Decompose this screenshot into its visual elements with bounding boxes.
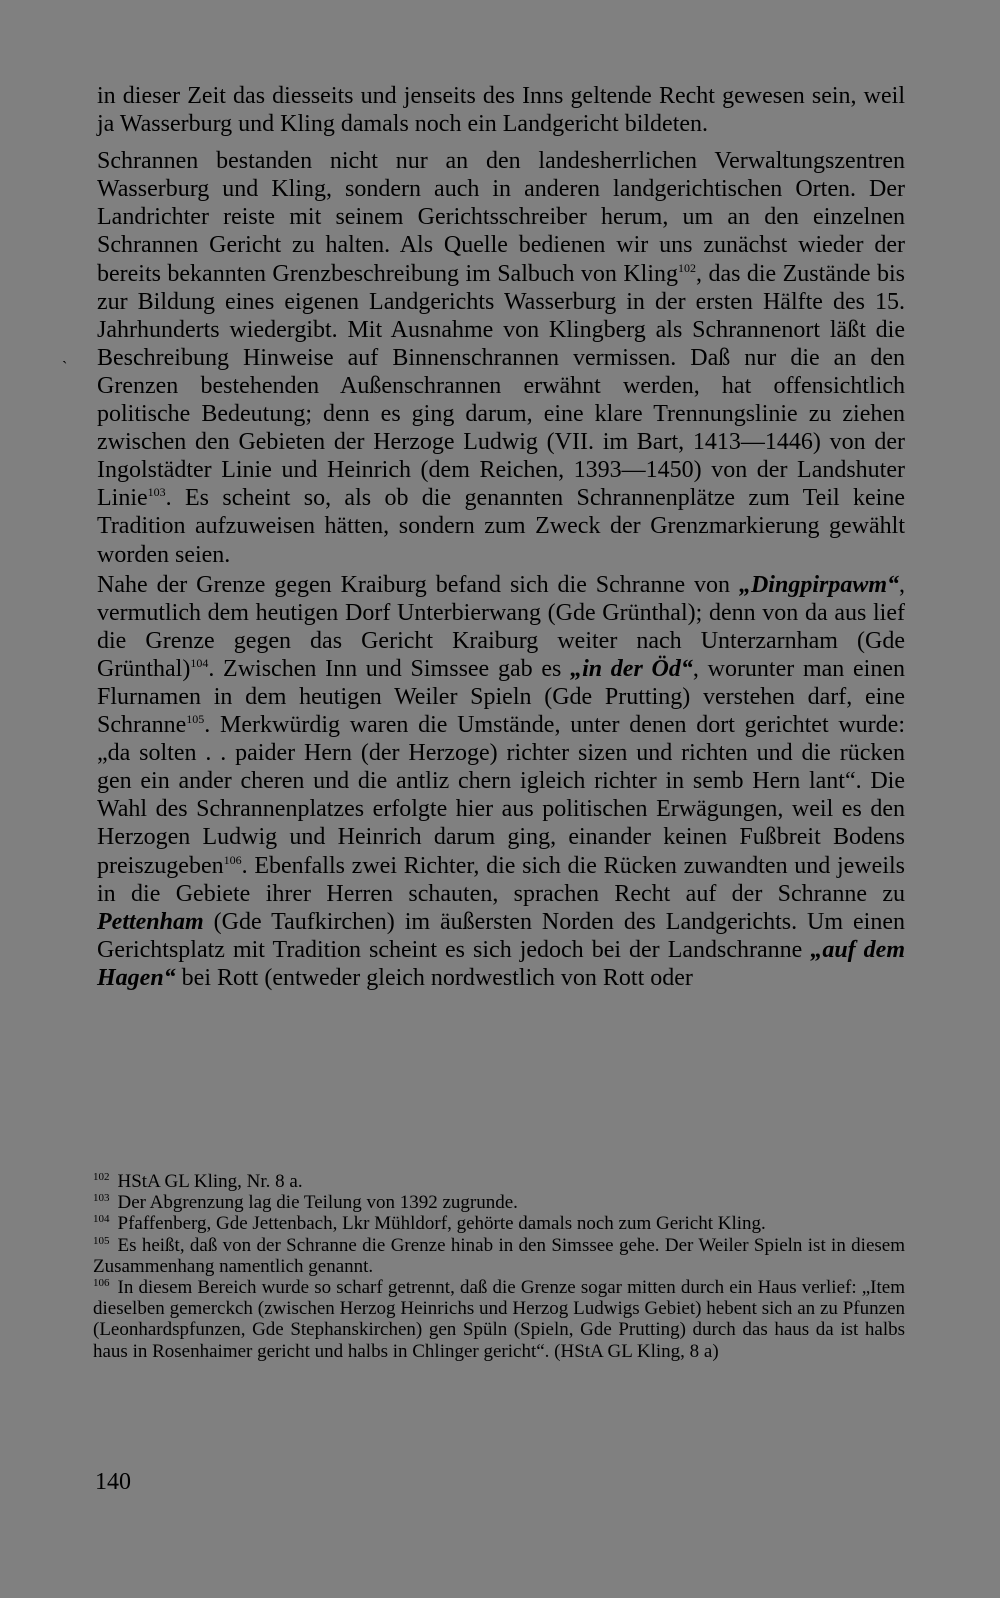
place-name-pettenham: Pettenham xyxy=(97,908,204,935)
text-span: bei Rott (entweder gleich nordwestlich von Rott oder xyxy=(175,964,693,991)
footnote-number: 106 xyxy=(93,1277,110,1290)
text-span: . Zwischen Inn und Simssee gab es xyxy=(208,655,571,682)
footnote-ref-102[interactable]: 102 xyxy=(678,260,697,275)
footnote-103 xyxy=(93,1192,905,1213)
footnote-text: HStA GL Kling, Nr. 8 a. xyxy=(117,1171,303,1192)
footnote-ref-103[interactable]: 103 xyxy=(147,485,166,500)
footnotes xyxy=(93,1171,905,1362)
footnote-number: 105 xyxy=(93,1234,110,1247)
footnote-text: Es heißt, daß von der Schranne die Grenze hinab in den Simssee gehe. Der Weiler Spieln ist in diesem Zusammenhang namentlich genannt. xyxy=(93,1234,905,1277)
footnote-106 xyxy=(93,1277,905,1362)
footnote-number: 103 xyxy=(93,1192,110,1205)
footnote-ref-105[interactable]: 105 xyxy=(186,712,205,727)
text-span: , das die Zustände bis zur Bildung eines eigenen Landgerichts Wasserburg in der ersten Hälfte des 15. Jahrhunderts wiedergibt. Mit Ausnahme von Klingberg als Schrannenort läßt die Beschreibung Hinweise auf Binnenschrannen vermissen. Daß nur die an den Grenzen bestehenden Außenschrannen erwähnt werden, hat offensichtlich politische Bedeutung; denn es ging darum, eine klare Trennungslinie zu ziehen zwischen den Gebieten der Herzoge Ludwig (VII. im Bart, 1413—1446) von der Ingolstädter Linie und Heinrich (dem Reichen, 1393—1450) von der Landshuter Linie xyxy=(97,260,905,512)
footnote-ref-104[interactable]: 104 xyxy=(190,655,209,670)
paragraph-2 xyxy=(97,147,905,568)
footnote-text: In diesem Bereich wurde so scharf getrennt, daß die Grenze sogar mitten durch ein Haus verlief: „Item dieselben gemerckch (zwischen Herzog Heinrichs und Herzog Ludwigs Gebiet) hebent sich an zu Pfunzen (Leonhardspfunzen, Gde Stephanskirchen) gen Spüln (Spieln, Gde Prutting) durch das haus da ist halbs haus in Rosenhaimer gericht und halbs in Chlinger gericht“. (HStA GL Kling, 8 a) xyxy=(93,1277,905,1362)
footnote-104 xyxy=(93,1213,905,1234)
text-span: in dieser Zeit das diesseits und jenseits des Inns geltende Recht gewesen sein, weil ja Wasserburg und Kling damals noch ein Landgericht bildeten. xyxy=(97,83,905,138)
margin-mark: ` xyxy=(62,359,68,376)
paragraph-3 xyxy=(97,571,905,992)
footnote-number: 104 xyxy=(93,1213,110,1226)
paragraph-1 xyxy=(97,82,905,138)
place-name-dingpirpawm: „Dingpirpawm“ xyxy=(738,571,899,598)
text-span: Nahe der Grenze gegen Kraiburg befand sich die Schranne von xyxy=(97,571,739,598)
main-text xyxy=(97,82,905,992)
page-number: 140 xyxy=(95,1469,131,1495)
footnote-102 xyxy=(93,1171,905,1192)
footnote-text: Pfaffenberg, Gde Jettenbach, Lkr Mühldorf, gehörte damals noch zum Gericht Kling. xyxy=(117,1213,766,1235)
text-span: . Merkwürdig waren die Umstände, unter denen dort gerichtet wurde: „da solten . . paider Hern (der Herzoge) richter sizen und richten und die rücken gen ein ander cheren und die antliz chern igleich richter in semb Hern lant“. Die Wahl des Schrannenplatzes erfolgte hier aus politischen Erwägungen, weil es den Herzogen Ludwig und Heinrich darum ging, einander keinen Fußbreit Bodens preiszugeben xyxy=(97,712,905,879)
footnote-text: Der Abgrenzung lag die Teilung von 1392 zugrunde. xyxy=(117,1192,518,1214)
place-name-in-der-od: „in der Öd“ xyxy=(570,655,693,682)
footnote-ref-106[interactable]: 106 xyxy=(223,852,242,867)
footnote-105 xyxy=(93,1235,905,1277)
text-span: , vermutlich dem heutigen Dorf Unterbierwang (Gde Grünthal); denn von da aus lief die Grenze gegen das Gericht Kraiburg weiter nach Unterzarnham (Gde Grünthal) xyxy=(97,571,905,682)
text-span: . Ebenfalls zwei Richter, die sich die Rücken zuwandten und jeweils in die Gebiete ihrer Herren schauten, sprachen Recht auf der Schranne zu xyxy=(97,852,905,907)
text-span: , worunter man einen Flurnamen in dem heutigen Weiler Spieln (Gde Prutting) verstehen darf, eine Schranne xyxy=(97,655,906,739)
footnote-number: 102 xyxy=(93,1171,110,1183)
text-span: . Es scheint so, als ob die genannten Schrannenplätze zum Teil keine Tradition aufzuweisen hätten, sondern zum Zweck der Grenzmarkierung gewählt worden seien. xyxy=(97,485,905,568)
text-span: (Gde Taufkirchen) im äußersten Norden des Landgerichts. Um einen Gerichtsplatz mit Tradition scheint es sich jedoch bei der Landschranne xyxy=(97,908,905,963)
place-name-auf-dem-hagen: „auf dem Hagen“ xyxy=(97,936,905,991)
text-span: Schrannen bestanden nicht nur an den landesherrlichen Verwaltungszentren Wasserburg und Kling, sondern auch in anderen landgerichtischen Orten. Der Landrichter reiste mit seinem Gerichtsschreiber herum, um an den einzelnen Schrannen Gericht zu halten. Als Quelle bedienen wir uns zunächst wieder der bereits bekannten Grenzbeschreibung im Salbuch von Kling xyxy=(97,148,905,287)
